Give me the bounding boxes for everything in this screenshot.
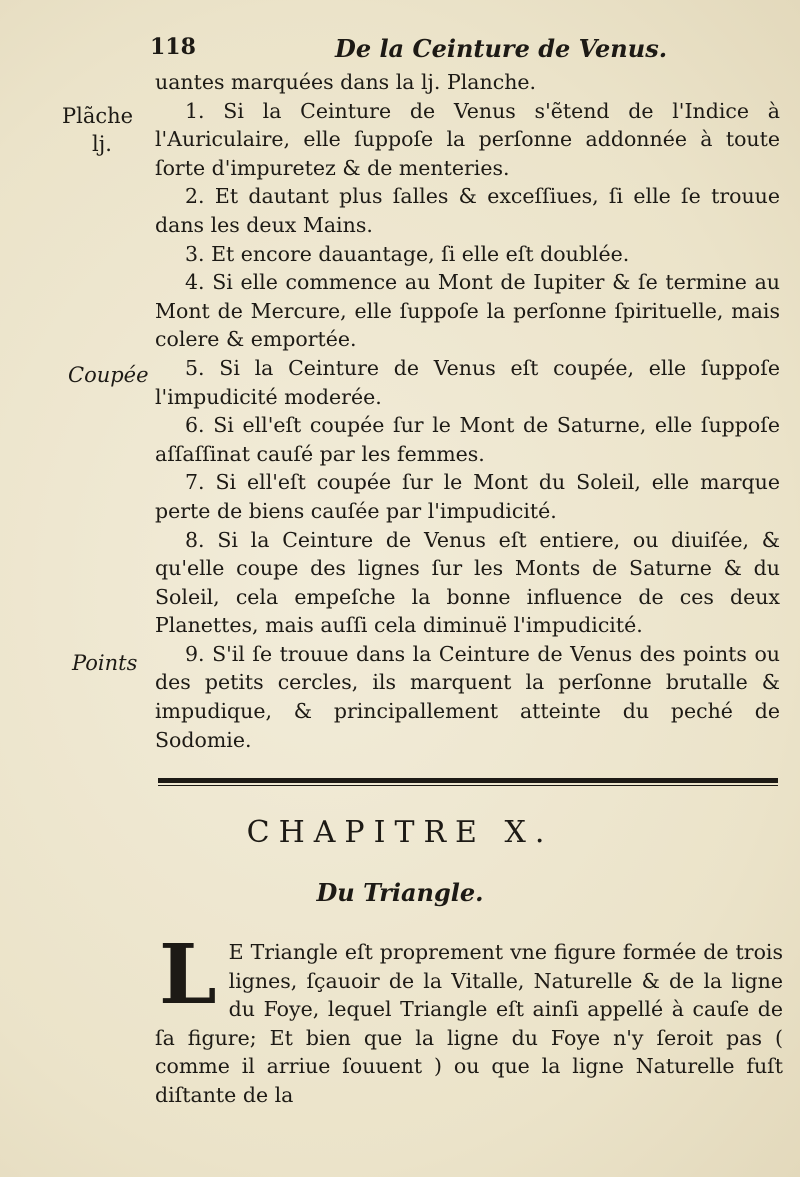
paragraph-5: 5. Si la Ceinture de Venus eſt coupée, elle ſuppoſe l'impudicité moderée. [155,355,780,409]
chapter-body [155,927,783,1110]
paragraph-continuation: uantes marquées dans la lj. Planche. [155,70,537,94]
page-number: 118 [150,34,196,60]
drop-cap: L [159,927,217,1023]
chapter-paragraph: E Triangle eſt proprement vne figure formée de trois lignes, ſçauoir de la Vitalle, Naturelle & de la ligne du Foye, lequel Triangle eſt ainſi appellé à cauſe de ſa figure; Et bien que la ligne du Foye n'y ſeroit pas ( comme il arriue ſouuent ) ou que la ligne Naturelle fuſt diſtante de la [155,940,783,1107]
paragraph-3: 3. Et encore dauantage, ſi elle eſt doublée. [185,241,630,266]
paragraph-7: 7. Si ell'eſt coupée ſur le Mont du Soleil, elle marque perte de biens cauſée par l'impudicité. [155,470,780,523]
paragraph-1: 1. Si la Ceinture de Venus s'ẽtend de l'Indice à l'Auriculaire, elle ſuppoſe la perſonne addonnée à toute ſorte d'impuretez & de menteries. [155,98,780,180]
running-title: De la Ceinture de Venus. [335,34,668,63]
chapter-title: CHAPITRE X. [246,815,554,850]
margin-note-points: Points [72,651,138,675]
paragraph-8: 8. Si la Ceinture de Venus eſt entiere, ou diuiſée, & qu'elle coupe des lignes ſur les Monts de Saturne & du Soleil, cela empeſche la bonne influence de ces deux Planettes, mais auſſi cela diminuë l'impudicité. [155,527,780,638]
paragraph-9: 9. S'il ſe trouue dans la Ceinture de Venus des points ou des petits cercles, ils marquent la perſonne brutalle & impudique, & principallement atteinte du peché de Sodomie. [155,641,780,752]
paragraph-2: 2. Et dautant plus ſalles & exceſſiues, ſi elle ſe trouue dans les deux Mains. [155,184,780,237]
main-text [155,68,780,754]
margin-note-lj: lj. [92,132,112,156]
paragraph-6: 6. Si ell'eſt coupée ſur le Mont de Saturne, elle ſuppoſe aſſaſſinat cauſé par les femmes. [155,413,780,466]
section-divider [158,778,778,786]
section-title: Du Triangle. [316,878,484,907]
margin-note-coupee: Coupée [68,363,149,387]
margin-note-plache: Plãche [62,104,134,128]
paragraph-4: 4. Si elle commence au Mont de Iupiter & ſe termine au Mont de Mercure, elle ſuppoſe la perſonne ſpirituelle, mais colere & emportée. [155,270,780,352]
